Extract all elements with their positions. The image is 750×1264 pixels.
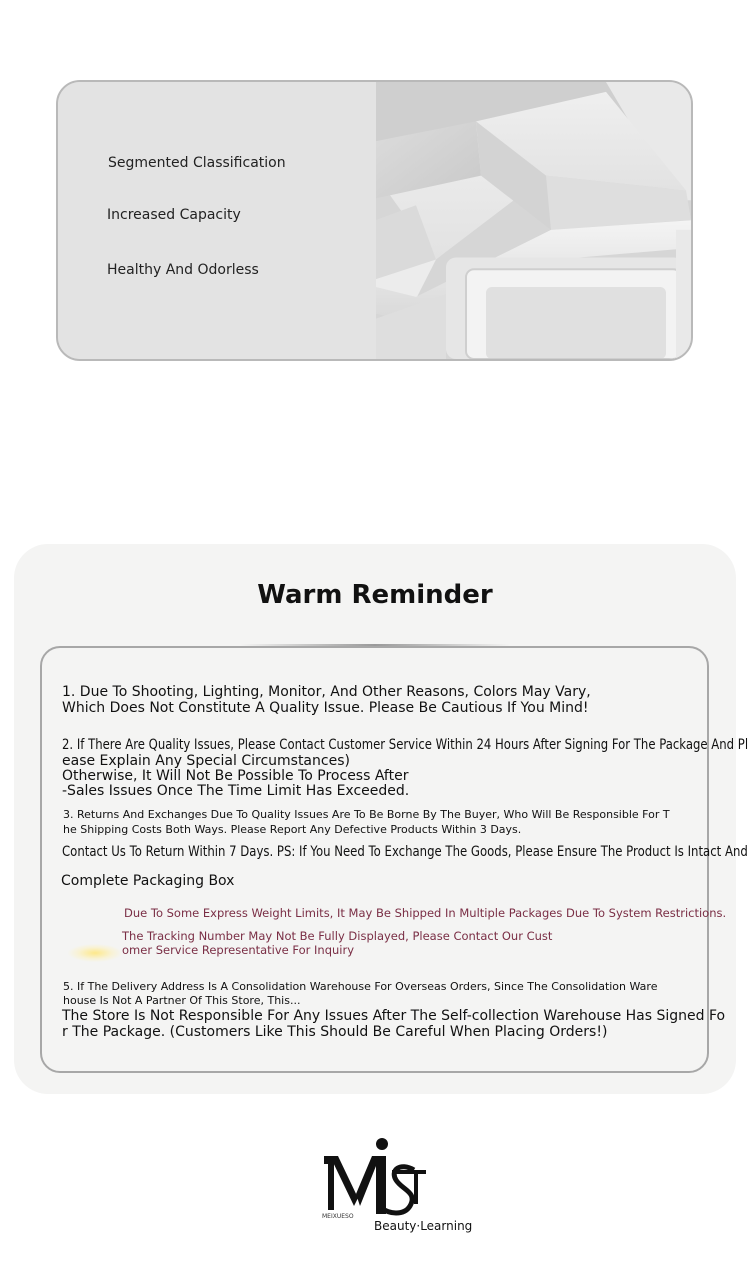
notice-line-3b: he Shipping Costs Both Ways. Please Report Any Defective Products Within 3 Days. — [63, 823, 522, 836]
feature-segmented-classification: Segmented Classification — [108, 155, 286, 171]
notice-tracking-note-b: omer Service Representative For Inquiry — [122, 943, 355, 957]
notice-line-3a: 3. Returns And Exchanges Due To Quality Issues Are To Be Borne By The Buyer, Who Will Be Responsible For T — [63, 808, 670, 821]
highlight-glow — [68, 944, 122, 962]
notice-line-5c: The Store Is Not Responsible For Any Issues After The Self-collection Warehouse Has Signed Fo — [62, 1008, 726, 1024]
notice-line-2c: Otherwise, It Will Not Be Possible To Process After — [62, 768, 409, 784]
feature-increased-capacity: Increased Capacity — [107, 207, 241, 223]
notice-line-1b: Which Does Not Constitute A Quality Issue. Please Be Cautious If You Mind! — [62, 700, 589, 716]
notice-line-2b: ease Explain Any Special Circumstances) — [62, 753, 350, 769]
logo-tagline: Beauty·Learning — [374, 1219, 473, 1233]
logo-small-text: MEIXUESO — [322, 1213, 354, 1220]
feature-card — [56, 80, 693, 361]
notice-line-1a: 1. Due To Shooting, Lighting, Monitor, And Other Reasons, Colors May Vary, — [62, 684, 591, 700]
notice-tracking-note-a: The Tracking Number May Not Be Fully Displayed, Please Contact Our Cust — [122, 929, 553, 943]
feature-list — [58, 82, 376, 359]
notice-line-4a: Contact Us To Return Within 7 Days. PS: If You Need To Exchange The Goods, Please Ensure The Product Is Intact And — [62, 844, 748, 860]
notice-line-4b: Complete Packaging Box — [61, 873, 235, 889]
notice-line-5d: r The Package. (Customers Like This Should Be Careful When Placing Orders!) — [62, 1024, 608, 1040]
notice-line-5a: 5. If The Delivery Address Is A Consolidation Warehouse For Overseas Orders, Since The Consolidation Ware — [63, 980, 658, 993]
feature-healthy-odorless: Healthy And Odorless — [107, 262, 259, 278]
brand-logo — [322, 1136, 432, 1222]
reminder-title: Warm Reminder — [257, 580, 493, 610]
drawer-organizer-photo — [376, 82, 693, 359]
notice-line-5b: house Is Not A Partner Of This Store, This... — [63, 994, 301, 1007]
notice-line-2d: -Sales Issues Once The Time Limit Has Exceeded. — [62, 783, 410, 799]
notice-shipping-note: Due To Some Express Weight Limits, It May Be Shipped In Multiple Packages Due To System Restrictions. — [124, 906, 727, 920]
notice-line-2a: 2. If There Are Quality Issues, Please Contact Customer Service Within 24 Hours After Signing For The Package And Pl — [62, 737, 749, 753]
